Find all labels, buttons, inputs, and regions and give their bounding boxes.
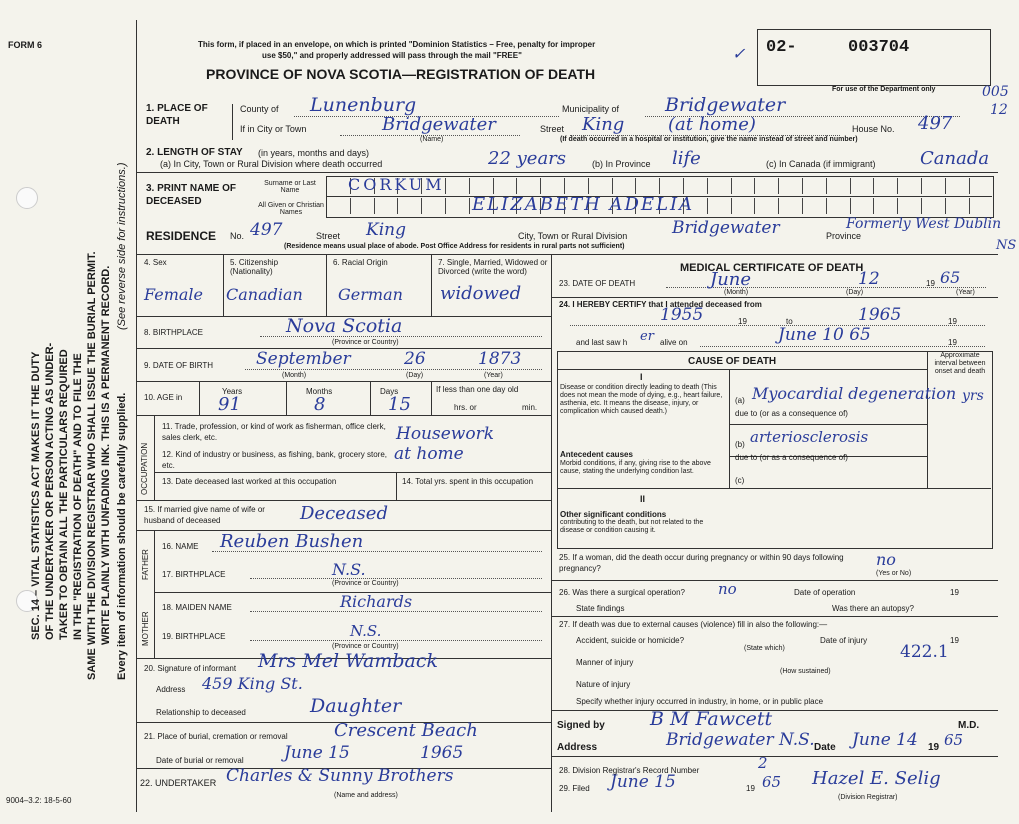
residence-formerly-value: Formerly West Dublin <box>846 216 1002 232</box>
surgical-label: 26. Was there a surgical operation? <box>559 588 685 597</box>
name-grid-cell-divider <box>659 178 660 194</box>
alive-on-label: alive on <box>660 338 688 347</box>
disease-leading-label: Disease or condition directly leading to death (This does not mean the mode of dying, e.g., heart failure, asthenia, etc. It means the disease, injury, or complication which caused death.) <box>560 384 723 415</box>
filed-year-value: 65 <box>762 773 782 791</box>
surname-value: CORKUM <box>348 175 445 194</box>
footer-code: 9004–3.2: 18-5-60 <box>6 796 72 805</box>
dob-month-value: September <box>256 349 351 369</box>
age-months-value: 8 <box>314 394 326 415</box>
punch-hole-top <box>16 187 38 209</box>
name-grid-cell-divider <box>921 198 922 214</box>
county-label: County of <box>240 104 279 114</box>
filed-label: 29. Filed <box>559 784 590 793</box>
cause-a-value: Myocardial degeneration <box>752 384 957 403</box>
industry-value: at home <box>394 444 464 464</box>
code-4221: 422.1 <box>900 642 949 662</box>
date-operation-label: Date of operation <box>794 588 856 597</box>
accident-label: Accident, suicide or homicide? <box>576 636 685 645</box>
print-name-label: 3. PRINT NAME OF DECEASED <box>146 183 237 207</box>
residence-ns-value: NS <box>996 238 1017 253</box>
name-grid-cell-divider <box>374 198 375 214</box>
external-label: 27. If death was due to external causes (violence) fill in also the following:— <box>559 620 828 629</box>
racial-value: German <box>338 285 403 304</box>
residence-no-value: 497 <box>250 220 283 240</box>
side-instruction-1: SEC. 14 – VITAL STATISTICS ACT MAKES IT THE DUTY <box>30 351 42 640</box>
sign-year-value: 65 <box>944 731 964 749</box>
pregnancy-label: 25. If a woman, did the death occur during pregnancy or within 90 days following pregnancy? <box>559 553 844 573</box>
sign-date-label: Date <box>814 742 836 753</box>
residence-label: RESIDENCE <box>146 229 217 243</box>
side-instruction-8: (See reverse side for instructions.) <box>116 162 128 330</box>
attended-to-label: to <box>786 317 793 326</box>
name-grid-cell-divider <box>873 178 874 194</box>
father-birthplace-value: N.S. <box>332 560 366 579</box>
burial-date-value: June 15 <box>284 743 350 763</box>
citizenship-value: Canadian <box>226 285 303 304</box>
due-to-a-label: due to (or as a consequence of) <box>735 409 848 418</box>
name-grid-cell-divider <box>945 198 946 214</box>
informant-address-label: Address <box>156 685 186 694</box>
municipality-value: Bridgewater <box>665 94 786 116</box>
residence-street-value: King <box>366 220 406 240</box>
informant-value: Mrs Mel Wamback <box>258 650 439 672</box>
sign-date-value: June 14 <box>852 730 918 750</box>
injury-19: 19 <box>950 636 959 645</box>
cause-a-interval: yrs <box>962 388 984 404</box>
burial-date-label: Date of burial or removal <box>156 756 244 765</box>
residence-no-label: No. <box>230 231 245 241</box>
length-of-stay-label: 2. LENGTH OF STAY <box>146 147 243 158</box>
reg-prefix: 02- <box>766 38 797 57</box>
death-year-prefix: 19 <box>926 279 935 288</box>
name-sub-label: (Name) <box>420 136 444 143</box>
county-value: Lunenburg <box>310 94 417 116</box>
side-instruction-7: Every item of information should be carefully supplied. <box>116 392 128 680</box>
yes-no-sub: (Yes or No) <box>876 570 912 577</box>
name-grid-cell-divider <box>850 178 851 194</box>
cause-b-value: arteriosclerosis <box>750 428 869 446</box>
hospital-note: (If death occurred in a hospital or institution, give the name instead of street and number) <box>560 136 858 143</box>
name-grid-cell-divider <box>445 178 446 194</box>
sign-address-value: Bridgewater N.S. <box>666 730 815 750</box>
dob-year-value: 1873 <box>478 349 522 369</box>
form-number: FORM 6 <box>8 40 43 50</box>
municipality-label: Municipality of <box>562 104 620 114</box>
name-grid-cell-divider <box>516 178 517 194</box>
md-label: M.D. <box>958 720 980 731</box>
name-grid-cell-divider <box>969 198 970 214</box>
certify-label: 24. I HEREBY CERTIFY that I attended deceased from <box>559 300 762 309</box>
residence-city-label: City, Town or Rural Division <box>518 231 628 241</box>
how-sustained-sub: (How sustained) <box>780 668 831 675</box>
reg-number: 003704 <box>848 38 910 57</box>
last-worked-label: 13. Date deceased last worked at this occupation <box>162 477 337 486</box>
name-grid-cell-divider <box>469 198 470 214</box>
place-of-death-label: 1. PLACE OF DEATH <box>146 103 208 127</box>
attended-to-value: 1965 <box>858 305 902 325</box>
in-canada-label: (c) In Canada (if immigrant) <box>766 159 876 169</box>
form-title: PROVINCE OF NOVA SCOTIA—REGISTRATION OF DEATH <box>206 66 596 82</box>
check-mark: ✓ <box>732 44 746 63</box>
total-years-label: 14. Total yrs. spent in this occupation <box>402 477 534 486</box>
death-month-sub: (Month) <box>724 289 749 296</box>
city-value: Bridgewater <box>382 114 496 135</box>
name-grid-cell-divider <box>588 178 589 194</box>
signed-by-label: Signed by <box>557 720 605 731</box>
informant-label: 20. Signature of informant <box>144 664 237 673</box>
name-grid-cell-divider <box>921 178 922 194</box>
nature-label: Nature of injury <box>576 680 631 689</box>
name-grid-cell-divider <box>612 178 613 194</box>
name-grid-cell-divider <box>754 198 755 214</box>
name-grid-cell-divider <box>802 178 803 194</box>
trade-value: Housework <box>396 424 495 444</box>
attended-19a: 19 <box>738 317 747 326</box>
residence-street-label: Street <box>316 231 341 241</box>
specify-label: Specify whether injury occurred in industry, in home, or in public place <box>576 697 824 706</box>
dept-use-label: For use of the Department only <box>832 86 936 93</box>
spouse-label: 15. If married give name of wife or husband of deceased <box>144 505 265 525</box>
relationship-value: Daughter <box>310 695 402 717</box>
dob-month-sub: (Month) <box>282 372 307 379</box>
last-saw-value: er <box>640 329 654 344</box>
hrs-label: hrs. or <box>454 403 477 412</box>
name-grid-cell-divider <box>802 198 803 214</box>
name-grid-cell-divider <box>731 178 732 194</box>
name-grid-cell-divider <box>397 198 398 214</box>
residence-city-value: Bridgewater <box>672 218 780 238</box>
min-label: min. <box>522 403 538 412</box>
side-instruction-3: TAKER TO OBTAIN ALL THE PARTICULARS REQUIRED <box>58 349 70 640</box>
province-label: Province <box>826 231 862 241</box>
record-number-label: 28. Division Registrar's Record Number <box>559 766 700 775</box>
dob-year-sub: (Year) <box>484 372 503 379</box>
dob-label: 9. DATE OF BIRTH <box>144 361 214 370</box>
manner-label: Manner of injury <box>576 658 634 667</box>
name-grid-cell-divider <box>969 178 970 194</box>
record-number-value: 2 <box>758 754 768 772</box>
age-days-value: 15 <box>388 394 411 415</box>
name-grid-cell-divider <box>754 178 755 194</box>
death-day-sub: (Day) <box>846 289 864 296</box>
marital-label: 7. Single, Married, Widowed or Divorced (write the word) <box>438 258 548 276</box>
burial-place-value: Crescent Beach <box>334 720 478 741</box>
father-birthplace-label: 17. BIRTHPLACE <box>162 570 226 579</box>
death-day-value: 12 <box>858 269 880 289</box>
name-grid-cell-divider <box>873 198 874 214</box>
cause-of-death-title: CAUSE OF DEATH <box>688 356 777 367</box>
operation-19: 19 <box>950 588 959 597</box>
in-city-label: (a) In City, Town or Rural Division where death occurred <box>160 159 383 169</box>
due-to-b-label: due to (or as a consequence of) <box>735 453 848 462</box>
side-instruction-2: OF THE UNDERTAKER OR PERSON ACTING AS UNDER- <box>44 342 56 640</box>
birthplace-value: Nova Scotia <box>286 315 403 337</box>
relationship-label: Relationship to deceased <box>156 708 246 717</box>
name-grid-cell-divider <box>683 178 684 194</box>
name-grid-cell-divider <box>850 198 851 214</box>
mother-label: MOTHER <box>141 611 150 646</box>
residence-note: (Residence means usual place of abode. Post Office Address for residents in rural parts not sufficient) <box>284 243 625 250</box>
filed-date-value: June 15 <box>610 772 676 792</box>
name-grid-cell-divider <box>707 178 708 194</box>
name-grid-cell-divider <box>445 198 446 214</box>
stay-canada-value: Canada <box>920 148 990 169</box>
informant-address-value: 459 King St. <box>202 674 303 693</box>
maiden-name-value: Richards <box>340 592 413 611</box>
less-than-day-label: If less than one day old <box>436 385 519 394</box>
side-instruction-6: WRITE PLAINLY WITH UNFADING INK. THIS IS A PERMANENT RECORD. <box>100 265 112 645</box>
citizenship-label: 5. Citizenship (Nationality) <box>230 258 279 276</box>
roman-two: II <box>640 494 646 504</box>
surgical-value: no <box>718 580 737 598</box>
occupation-label: OCCUPATION <box>140 442 149 495</box>
header-note-2: use $50," and properly addressed will pass through the mail "FREE" <box>262 51 522 60</box>
attended-19b: 19 <box>948 317 957 326</box>
name-grid-cell-divider <box>897 198 898 214</box>
birthplace-sub: (Province or Country) <box>332 339 399 346</box>
undertaker-sub: (Name and address) <box>334 792 398 799</box>
street-value: King <box>582 114 625 135</box>
frame-left <box>136 20 137 812</box>
death-year-value: 65 <box>940 268 961 287</box>
name-grid-cell-divider <box>778 198 779 214</box>
stay-city-value: 22 years <box>488 148 567 169</box>
code-005: 005 <box>982 84 1009 100</box>
name-grid-cell-divider <box>826 178 827 194</box>
name-grid-cell-divider <box>945 178 946 194</box>
name-grid-cell-divider <box>826 198 827 214</box>
at-home-value: (at home) <box>668 114 756 135</box>
roman-one: I <box>640 372 643 382</box>
signed-by-value: B M Fawcett <box>650 708 773 730</box>
name-grid-cell-divider <box>493 178 494 194</box>
name-grid-cell-divider <box>731 198 732 214</box>
pregnancy-value: no <box>876 550 896 569</box>
street-label: Street <box>540 124 565 134</box>
name-grid-cell-divider <box>778 178 779 194</box>
name-grid-cell-divider <box>350 198 351 214</box>
age-label: 10. AGE in <box>144 393 183 402</box>
age-years-value: 91 <box>218 394 241 415</box>
medical-certificate-title: MEDICAL CERTIFICATE OF DEATH <box>680 262 864 274</box>
sex-label: 4. Sex <box>144 258 167 267</box>
alive-on-value: June 10 65 <box>778 325 871 345</box>
father-label: FATHER <box>141 549 150 580</box>
approx-interval-label: Approximate interval between onset and death <box>934 352 986 375</box>
industry-label: 12. Kind of industry or business, as fishing, bank, grocery store, etc. <box>162 450 388 470</box>
division-registrar-sub: (Division Registrar) <box>838 794 898 801</box>
name-grid-cell-divider <box>564 178 565 194</box>
name-grid-cell-divider <box>540 178 541 194</box>
days-label: Days <box>380 387 399 396</box>
registrar-value: Hazel E. Selig <box>812 768 941 789</box>
autopsy-label: Was there an autopsy? <box>832 604 914 613</box>
spouse-value: Deceased <box>300 503 388 524</box>
antecedent-note: Morbid conditions, if any, giving rise to the above cause, stating the underlying condition last. <box>560 460 711 475</box>
death-year-sub: (Year) <box>956 289 975 296</box>
date-of-death-label: 23. DATE OF DEATH <box>559 279 636 288</box>
antecedent-label: Antecedent causes <box>560 450 633 459</box>
house-no-label: House No. <box>852 124 895 134</box>
marital-value: widowed <box>440 283 522 304</box>
date-injury-label: Date of injury <box>820 636 868 645</box>
house-no-value: 497 <box>918 113 953 134</box>
mother-birthplace-label: 19. BIRTHPLACE <box>162 632 226 641</box>
side-instruction-5: SAME WITH THE DIVISION REGISTRAR WHO SHALL ISSUE THE BURIAL PERMIT. <box>86 251 98 680</box>
stay-province-value: life <box>672 148 701 169</box>
filed-year-prefix: 19 <box>746 784 755 793</box>
undertaker-value: Charles & Sunny Brothers <box>226 766 454 786</box>
dob-day-value: 26 <box>404 349 426 369</box>
given-names-value: ELIZABETH ADELIA <box>472 194 695 215</box>
in-province-label: (b) In Province <box>592 159 651 169</box>
other-significant-note: contributing to the death, but not related to the disease or condition causing it. <box>560 519 704 534</box>
undertaker-label: 22. UNDERTAKER <box>140 778 217 788</box>
mother-birthplace-sub: (Province or Country) <box>332 643 399 650</box>
side-instruction-4: IN THE "REGISTRATION OF DEATH" AND TO FILE THE <box>72 353 84 640</box>
given-names-label: All Given or Christian Names <box>258 202 324 216</box>
name-grid-cell-divider <box>469 178 470 194</box>
burial-place-label: 21. Place of burial, cremation or removal <box>144 732 288 741</box>
attended-from-value: 1955 <box>660 305 704 325</box>
dob-day-sub: (Day) <box>406 372 424 379</box>
alive-19: 19 <box>948 338 957 347</box>
father-name-value: Reuben Bushen <box>220 531 364 552</box>
racial-label: 6. Racial Origin <box>333 258 388 267</box>
state-findings-label: State findings <box>576 604 625 613</box>
last-saw-label: and last saw h <box>576 338 628 347</box>
name-grid-cell-divider <box>897 178 898 194</box>
sign-address-label: Address <box>557 742 598 753</box>
header-note-1: This form, if placed in an envelope, on which is printed "Dominion Statistics – Free, penalty for improper <box>198 40 596 49</box>
name-grid-cell-divider <box>421 198 422 214</box>
mother-birthplace-value: N.S. <box>350 622 382 640</box>
other-significant-label: Other significant conditions <box>560 510 667 519</box>
months-label: Months <box>306 387 333 396</box>
burial-year-value: 1965 <box>420 743 464 763</box>
sex-value: Female <box>144 285 203 304</box>
trade-label: 11. Trade, profession, or kind of work as fisherman, office clerk, sales clerk, etc. <box>162 422 386 442</box>
birthplace-label: 8. BIRTHPLACE <box>144 328 203 337</box>
name-grid-cell-divider <box>707 198 708 214</box>
state-which-sub: (State which) <box>744 645 785 652</box>
father-name-label: 16. NAME <box>162 542 199 551</box>
years-label: Years <box>222 387 243 396</box>
city-label: If in City or Town <box>240 124 307 134</box>
surname-label: Surname or Last Name <box>264 180 316 194</box>
sign-year-prefix: 19 <box>928 742 940 753</box>
name-grid-cell-divider <box>635 178 636 194</box>
length-note: (in years, months and days) <box>258 148 370 158</box>
death-month-value: June <box>710 269 752 290</box>
maiden-name-label: 18. MAIDEN NAME <box>162 603 232 612</box>
father-birthplace-sub: (Province or Country) <box>332 580 399 587</box>
code-12: 12 <box>990 102 1008 118</box>
